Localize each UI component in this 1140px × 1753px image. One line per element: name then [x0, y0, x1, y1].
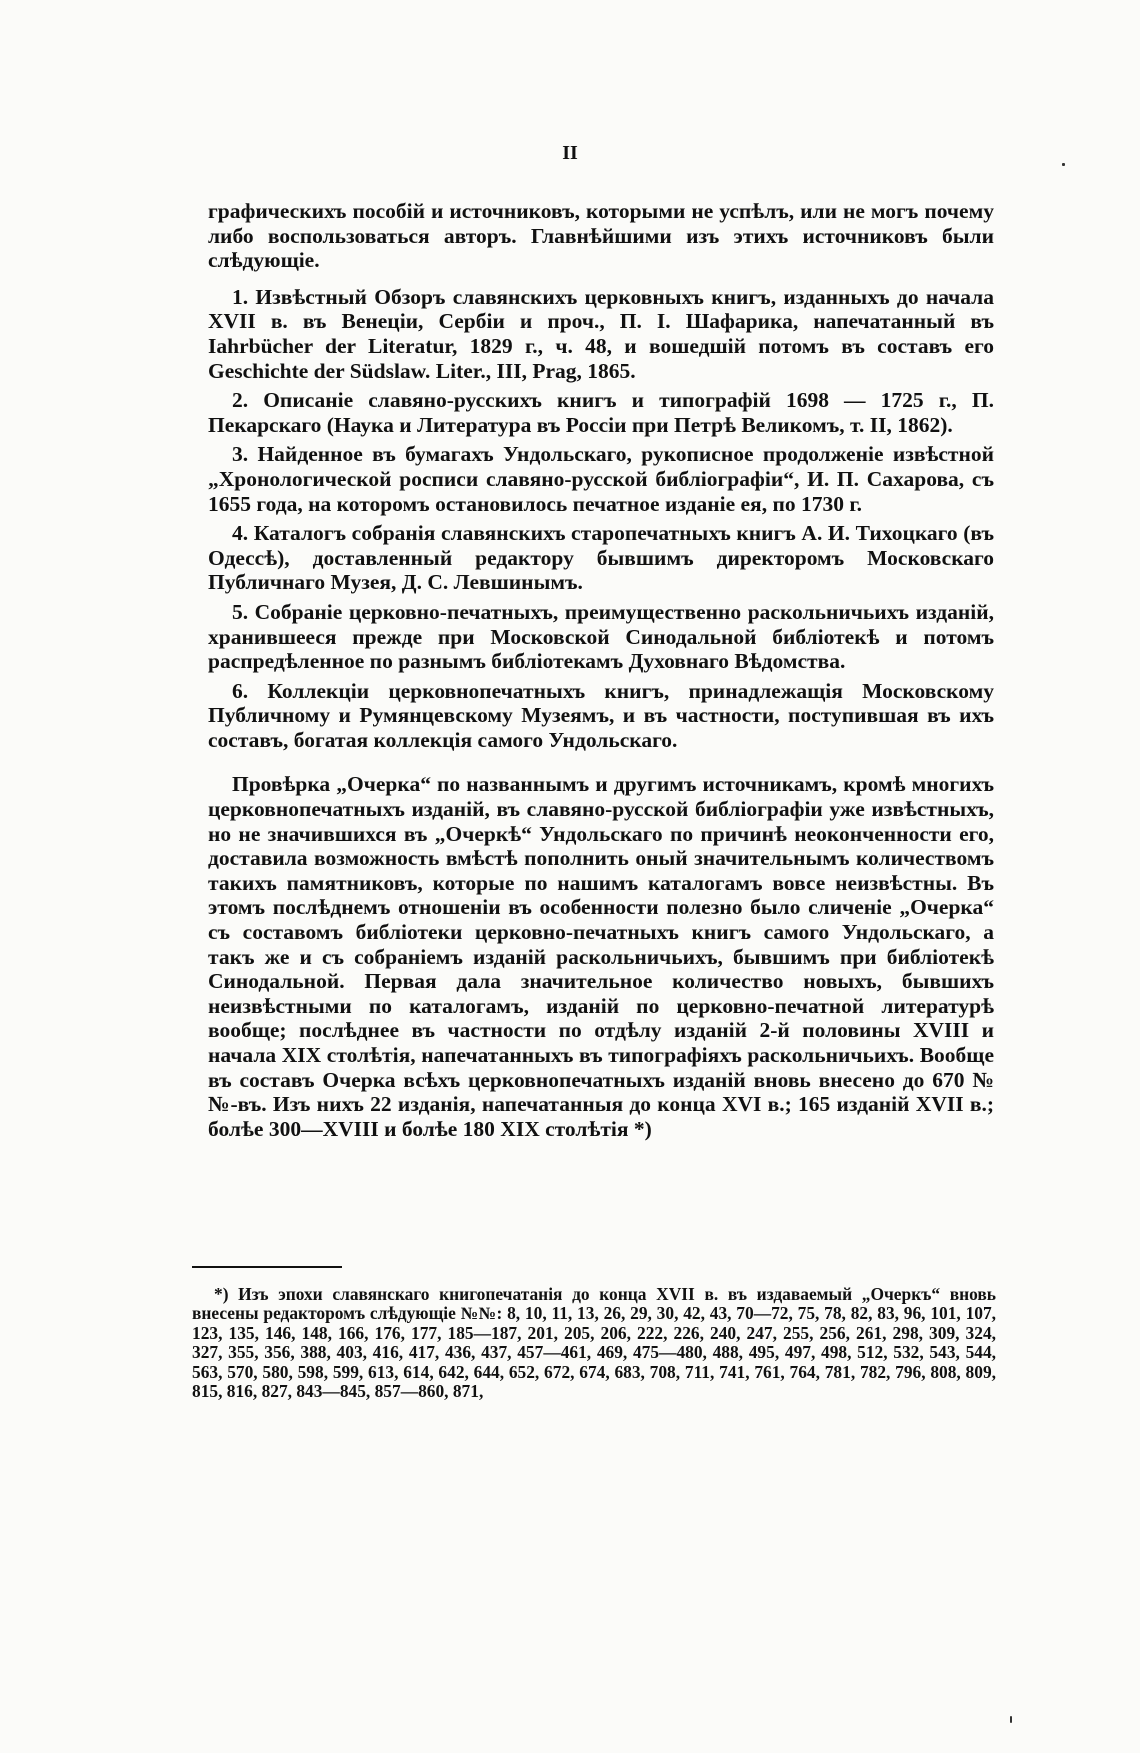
sources-list [208, 285, 994, 753]
source-item: 1. Извѣстный Обзоръ славянскихъ церковныхъ книгъ, изданныхъ до начала XVII в. въ Венеціи, Сербіи и проч., П. І. Шафарика, напечатанный въ Iahrbücher der Literatur, 1829 г., ч. 48, и вошедшій потомъ въ составъ его Geschichte der Südslaw. Liter., III, Prag, 1865. [208, 284, 994, 383]
scan-speck [1062, 163, 1065, 166]
footnote: *) Изъ эпохи славянскаго книгопечатанія до конца XVII в. въ издаваемый „Очеркъ“ вновь внесены редакторомъ слѣдующіе №№: 8, 10, 11, 13, 26, 29, 30, 42, 43, 70—72, 75, 78, 82, 83, 96, 101, 107, 123, 135, 146, 148, 166, 176, 177, 185—187, 201, 205, 206, 222, 226, 240, 247, 255, 256, 261, 298, 309, 324, 327, 355, 356, 388, 403, 416, 417, 436, 437, 457—461, 469, 475—480, 488, 495, 497, 498, 512, 532, 543, 544, 563, 570, 580, 598, 599, 613, 614, 642, 644, 652, 672, 674, 683, 708, 711, 741, 761, 764, 781, 782, 796, 808, 809, 815, 816, 827, 843—845, 857—860, 871, [192, 1284, 996, 1402]
page-number: II [562, 142, 578, 164]
main-text [208, 199, 994, 1141]
source-item: 2. Описаніе славяно-русскихъ книгъ и типографій 1698 — 1725 г., П. Пекарскаго (Наука и Литература въ Россіи при Петрѣ Великомъ, т. II, 1862). [208, 388, 994, 437]
source-item: 3. Найденное въ бумагахъ Ундольскаго, рукописное продолженіе извѣстной „Хронологической росписи славяно-русской библіографіи“, И. П. Сахарова, съ 1655 года, на которомъ остановилось печатное изданіе ея, по 1730 г. [208, 442, 994, 516]
footnote-rule [192, 1266, 342, 1268]
verification-paragraph: Провѣрка „Очерка“ по названнымъ и другимъ источникамъ, кромѣ многихъ церковнопечатныхъ изданій, въ славяно-русской библіографіи уже извѣстныхъ, но не значившихся въ „Очеркѣ“ Ундольскаго по причинѣ неоконченности его, доставила возможность вмѣстѣ пополнить оный значительнымъ количествомъ такихъ памятниковъ, которые по нашимъ каталогамъ вовсе неизвѣстны. Въ этомъ послѣднемъ отношеніи въ особенности полезно было сличеніе „Очерка“ съ составомъ библіотеки церковно-печатныхъ книгъ самого Ундольскаго, а такъ же и съ собраніемъ изданій раскольничьихъ, бывшимъ при библіотекѣ Синодальной. Первая дала значительное количество новыхъ, бывшихъ неизвѣстными по каталогамъ, изданій по церковно-печатной литературѣ вообще; послѣднее въ частности по отдѣлу изданій 2-й половины XVIII и начала XIX столѣтія, напечатанныхъ въ типографіяхъ раскольничьихъ. Вообще въ составъ Очерка всѣхъ церковнопечатныхъ изданій вновь внесено до 670 №№-въ. Изъ нихъ 22 изданія, напечатанныя до конца XVI в.; 165 изданій XVII в.; болѣе 300—XVIII и болѣе 180 XIX столѣтія *) [208, 772, 994, 1141]
source-item: 4. Каталогъ собранія славянскихъ старопечатныхъ книгъ А. И. Тихоцкаго (въ Одессѣ), доставленный редактору бывшимъ директоромъ Московскаго Публичнаго Музея, Д. С. Левшинымъ. [208, 521, 994, 595]
scan-speck [1010, 1716, 1012, 1723]
source-item: 6. Коллекціи церковнопечатныхъ книгъ, принадлежащія Московскому Публичному и Румянцевскому Музеямъ, и въ частности, поступившая въ ихъ составъ, богатая коллекція самого Ундольскаго. [208, 678, 994, 752]
intro-paragraph: графическихъ пособій и источниковъ, которыми не успѣлъ, или не могъ почему либо воспользоваться авторъ. Главнѣйшими изъ этихъ источниковъ были слѣдующіе. [208, 199, 994, 273]
source-item: 5. Собраніе церковно-печатныхъ, преимущественно раскольничьихъ изданій, хранившееся прежде при Московской Синодальной библіотекѣ и потомъ распредѣленное по разнымъ библіотекамъ Духовнаго Вѣдомства. [208, 599, 994, 674]
